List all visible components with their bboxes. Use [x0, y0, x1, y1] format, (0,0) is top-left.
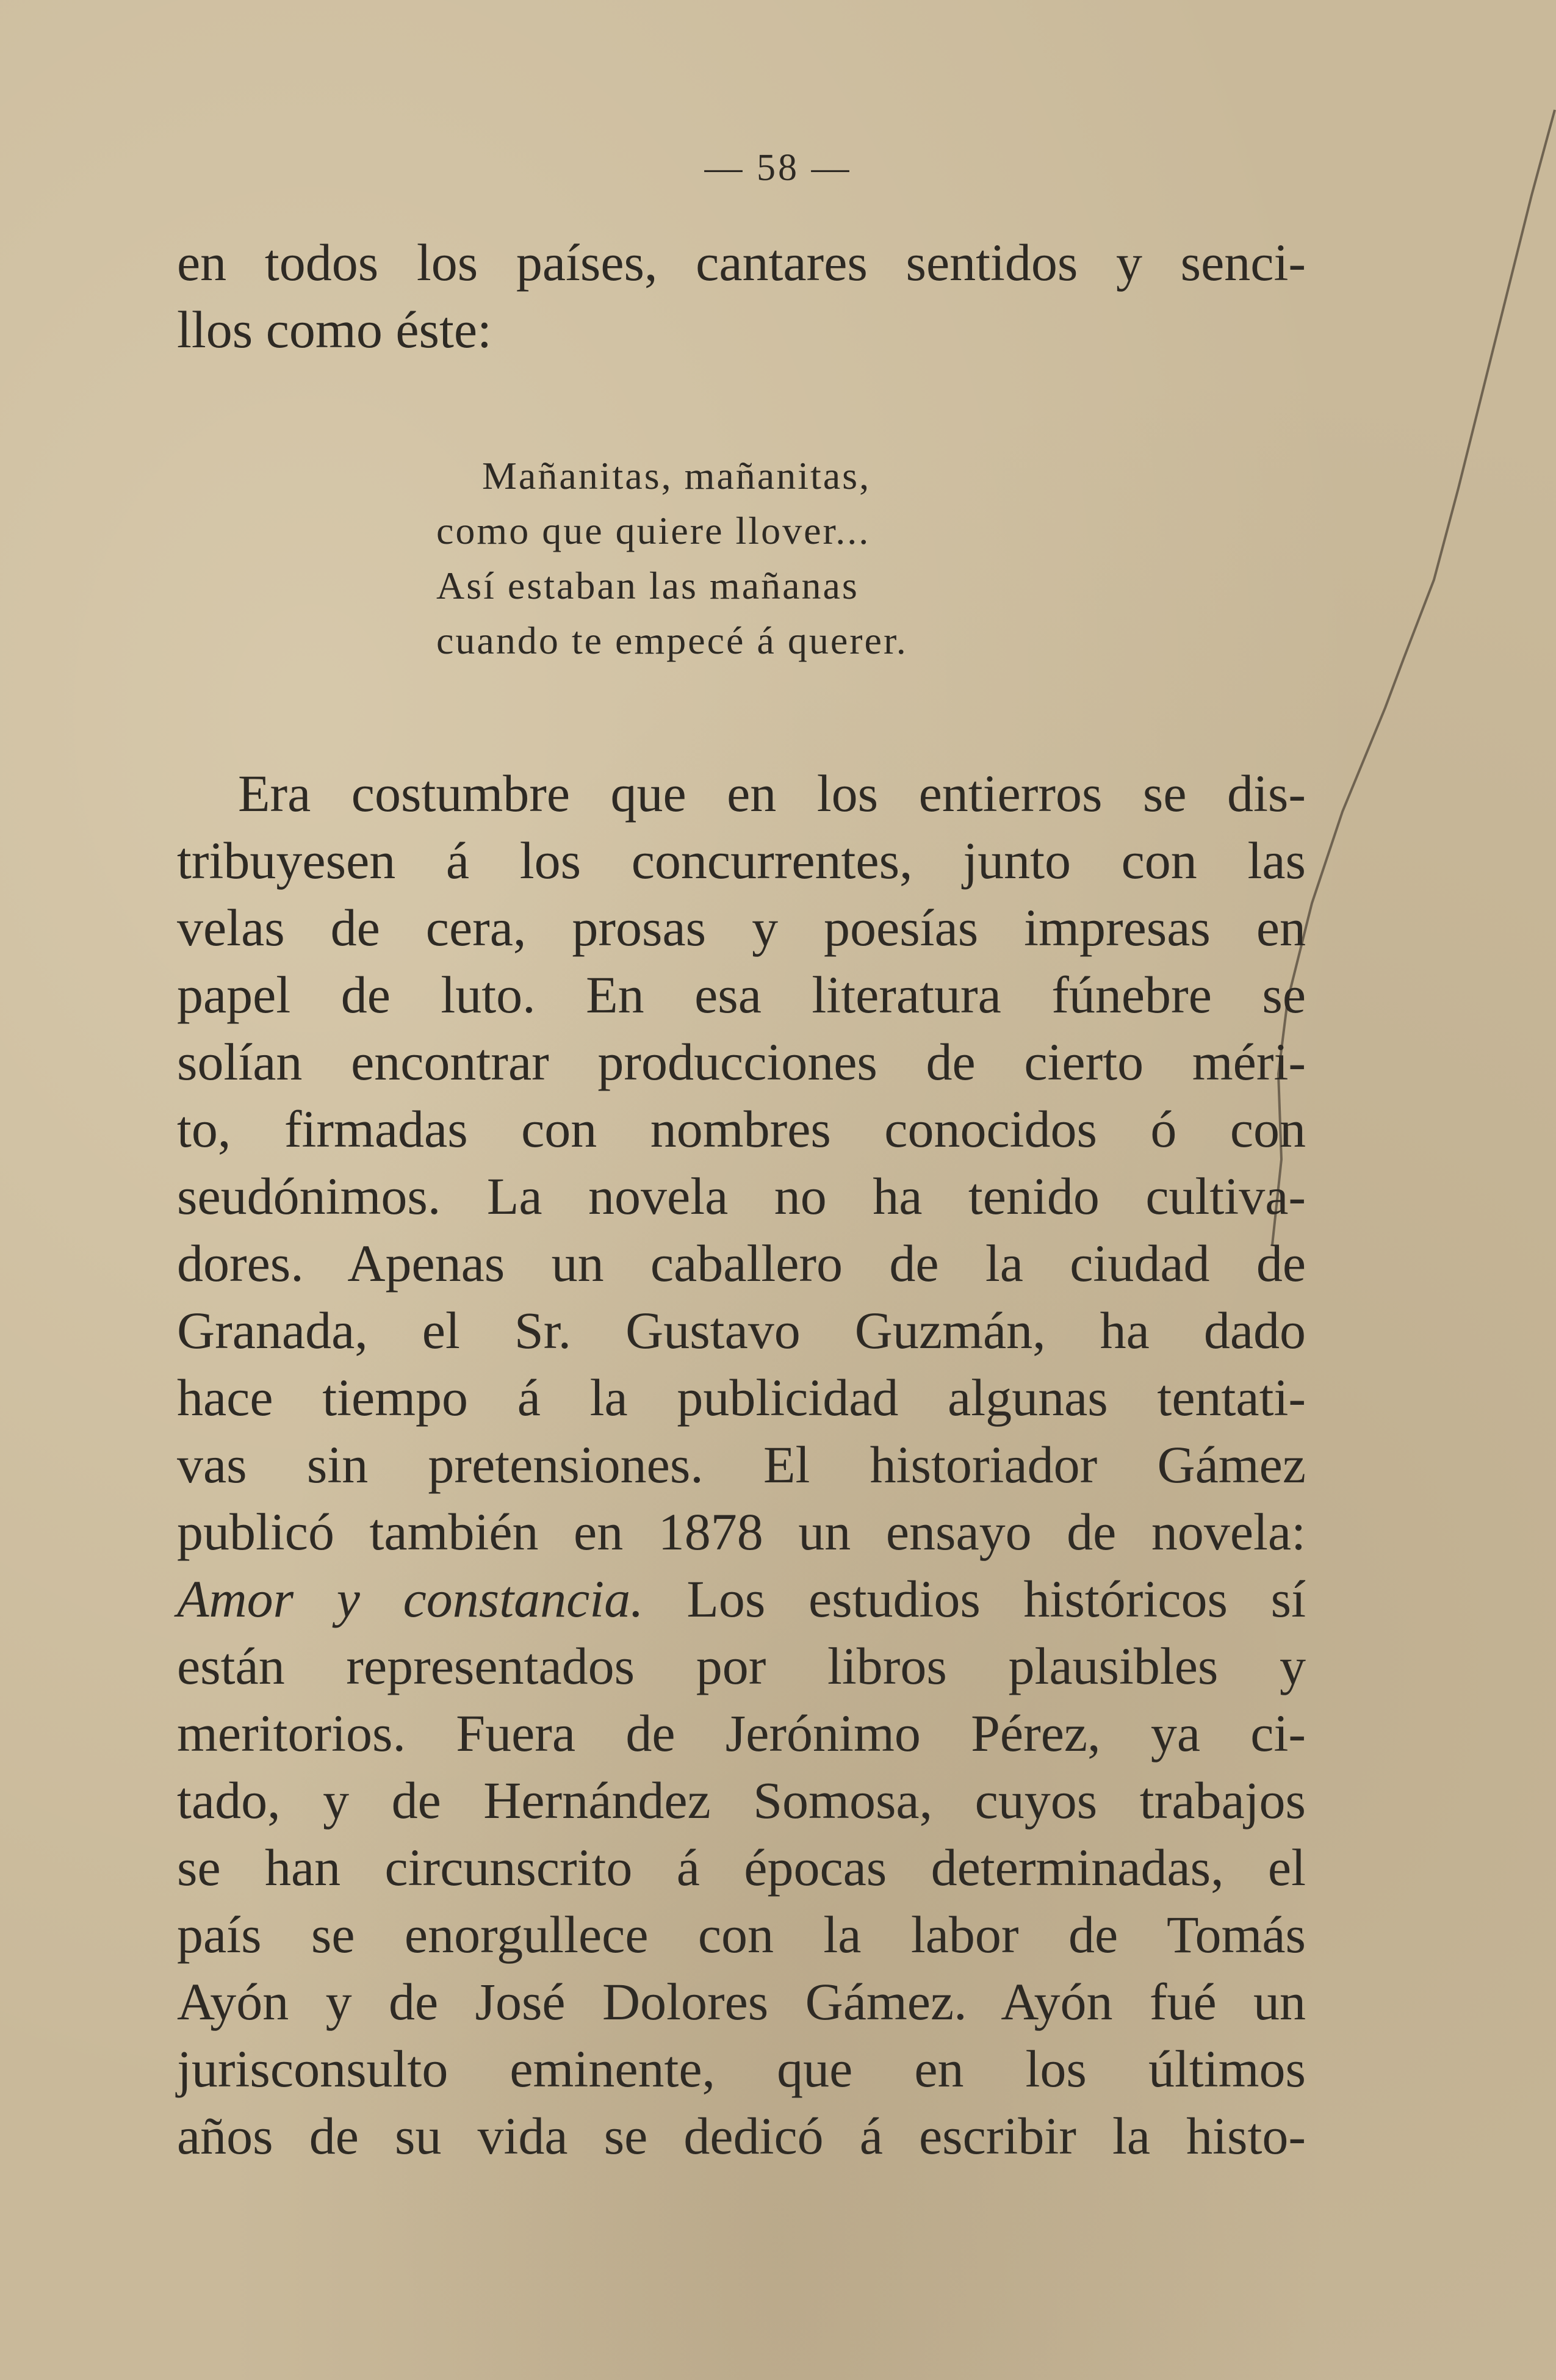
paragraph-line: país se enorgullece con la labor de Tomás — [177, 1905, 1306, 1964]
paragraph-line: hace tiempo á la publicidad algunas tentati- — [177, 1368, 1306, 1427]
verse-line: Mañanitas, mañanitas, — [482, 454, 871, 497]
paragraph-line: velas de cera, prosas y poesías impresas en — [177, 898, 1306, 957]
paragraph-line: vas sin pretensiones. El historiador Gámez — [177, 1435, 1306, 1494]
paragraph-line: Ayón y de José Dolores Gámez. Ayón fué un — [177, 1972, 1306, 2031]
paragraph-line: seudónimos. La novela no ha tenido cultiva- — [177, 1167, 1306, 1225]
paragraph-line: publicó también en 1878 un ensayo de novela: — [177, 1502, 1306, 1561]
paragraph-line: to, firmadas con nombres conocidos ó con — [177, 1100, 1306, 1158]
verse-line: Así estaban las mañanas — [436, 564, 859, 607]
paragraph-line: están representados por libros plausibles y — [177, 1637, 1306, 1695]
verse-line: como que quiere llover... — [436, 509, 871, 552]
paragraph-line: Granada, el Sr. Gustavo Guzmán, ha dado — [177, 1301, 1306, 1360]
paragraph-line: años de su vida se dedicó á escribir la histo- — [177, 2107, 1306, 2165]
paragraph-line: dores. Apenas un caballero de la ciudad de — [177, 1234, 1306, 1293]
book-title: Amor y constancia. — [177, 1570, 644, 1628]
intro-line: llos como éste: — [177, 300, 492, 359]
paragraph-line: solían encontrar producciones de cierto méri- — [177, 1033, 1306, 1091]
paragraph-line-rest: Los estudios históricos sí — [643, 1570, 1306, 1628]
paragraph-line: se han circunscrito á épocas determinadas, el — [177, 1838, 1306, 1897]
intro-line: en todos los países, cantares sentidos y senci- — [177, 233, 1306, 292]
paragraph-line: tado, y de Hernández Somosa, cuyos trabajos — [177, 1771, 1306, 1830]
paragraph-line: tribuyesen á los concurrentes, junto con las — [177, 831, 1306, 890]
paragraph-line: jurisconsulto eminente, que en los últimos — [177, 2039, 1306, 2098]
paragraph-line: Era costumbre que en los entierros se dis- — [238, 764, 1306, 823]
page-number: — 58 — — [704, 147, 852, 189]
paragraph-line: papel de luto. En esa literatura fúnebre se — [177, 965, 1306, 1024]
paragraph-line-mixed — [177, 1565, 1306, 1632]
paragraph-line: meritorios. Fuera de Jerónimo Pérez, ya ci- — [177, 1704, 1306, 1762]
verse-line: cuando te empecé á querer. — [436, 619, 908, 662]
